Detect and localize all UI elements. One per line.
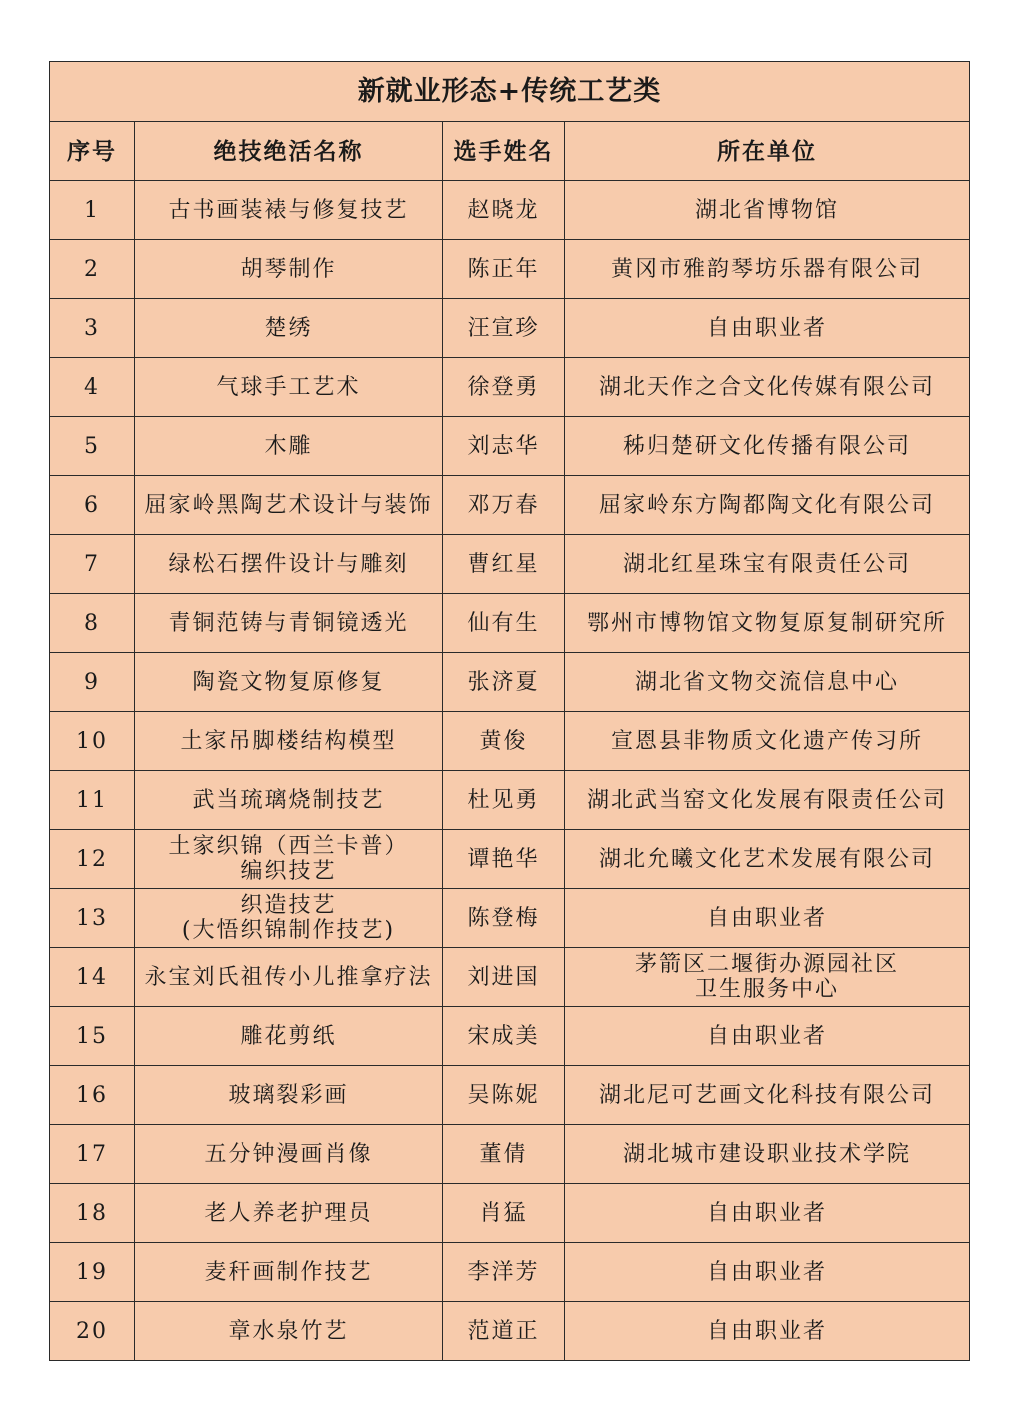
competition-table	[49, 61, 970, 1361]
table-row	[50, 299, 970, 358]
skill-line: 青铜范铸与青铜镜透光	[168, 610, 409, 636]
row-skill	[135, 240, 443, 299]
row-contestant-name: 谭艳华	[443, 830, 565, 889]
unit-line: 自由职业者	[706, 905, 827, 931]
skill-line: 老人养老护理员	[204, 1200, 373, 1226]
row-skill	[135, 535, 443, 594]
table-row	[50, 240, 970, 299]
unit-line: 卫生服务中心	[694, 977, 839, 1002]
unit-line: 湖北红星珠宝有限责任公司	[622, 551, 911, 577]
row-contestant-name: 肖猛	[443, 1184, 565, 1243]
row-unit	[565, 948, 970, 1007]
row-number: 18	[50, 1184, 135, 1243]
header-skill: 绝技绝活名称	[135, 122, 443, 181]
table-row	[50, 1302, 970, 1361]
row-contestant-name: 汪宣珍	[443, 299, 565, 358]
row-unit	[565, 181, 970, 240]
table-row	[50, 1125, 970, 1184]
table-row	[50, 889, 970, 948]
row-contestant-name: 赵晓龙	[443, 181, 565, 240]
unit-line: 自由职业者	[706, 1023, 827, 1049]
unit-line: 自由职业者	[706, 1259, 827, 1285]
row-number: 3	[50, 299, 135, 358]
row-unit	[565, 1302, 970, 1361]
row-contestant-name: 仙有生	[443, 594, 565, 653]
skill-line: (大悟织锦制作技艺)	[181, 918, 396, 943]
row-unit	[565, 240, 970, 299]
skill-line: 永宝刘氏祖传小儿推拿疗法	[144, 964, 433, 990]
row-number: 6	[50, 476, 135, 535]
skill-line: 麦秆画制作技艺	[204, 1259, 373, 1285]
row-number: 2	[50, 240, 135, 299]
row-number: 15	[50, 1007, 135, 1066]
row-contestant-name: 徐登勇	[443, 358, 565, 417]
unit-line: 茅箭区二堰街办源园社区	[634, 952, 899, 977]
row-unit	[565, 476, 970, 535]
row-contestant-name: 李洋芳	[443, 1243, 565, 1302]
skill-line: 楚绣	[264, 315, 313, 341]
row-skill	[135, 417, 443, 476]
row-number: 11	[50, 771, 135, 830]
row-unit	[565, 1125, 970, 1184]
unit-line: 宣恩县非物质文化遗产传习所	[610, 728, 923, 754]
row-unit	[565, 830, 970, 889]
row-contestant-name: 陈登梅	[443, 889, 565, 948]
skill-line: 土家织锦（西兰卡普）	[168, 834, 409, 859]
table-row	[50, 358, 970, 417]
row-number: 17	[50, 1125, 135, 1184]
table-row	[50, 535, 970, 594]
table-title: 新就业形态+传统工艺类	[50, 62, 970, 122]
row-skill	[135, 830, 443, 889]
unit-line: 自由职业者	[706, 315, 827, 341]
row-contestant-name: 范道正	[443, 1302, 565, 1361]
unit-line: 自由职业者	[706, 1318, 827, 1344]
table-row	[50, 653, 970, 712]
row-contestant-name: 杜见勇	[443, 771, 565, 830]
row-number: 14	[50, 948, 135, 1007]
row-number: 12	[50, 830, 135, 889]
row-number: 10	[50, 712, 135, 771]
unit-line: 自由职业者	[706, 1200, 827, 1226]
table-row	[50, 712, 970, 771]
row-contestant-name: 吴陈妮	[443, 1066, 565, 1125]
row-skill	[135, 299, 443, 358]
row-number: 8	[50, 594, 135, 653]
row-skill	[135, 181, 443, 240]
unit-line: 鄂州市博物馆文物复原复制研究所	[586, 610, 947, 636]
row-contestant-name: 邓万春	[443, 476, 565, 535]
row-unit	[565, 1066, 970, 1125]
skill-line: 木雕	[264, 433, 313, 459]
row-unit	[565, 417, 970, 476]
unit-line: 湖北天作之合文化传媒有限公司	[598, 374, 935, 400]
unit-line: 湖北尼可艺画文化科技有限公司	[598, 1082, 935, 1108]
row-skill	[135, 1243, 443, 1302]
skill-line: 雕花剪纸	[240, 1023, 337, 1049]
skill-line: 五分钟漫画肖像	[204, 1141, 373, 1167]
skill-line: 屈家岭黑陶艺术设计与装饰	[144, 492, 433, 518]
row-number: 19	[50, 1243, 135, 1302]
header-name: 选手姓名	[443, 122, 565, 181]
unit-line: 黄冈市雅韵琴坊乐器有限公司	[610, 256, 923, 282]
table-row	[50, 181, 970, 240]
row-unit	[565, 299, 970, 358]
unit-line: 屈家岭东方陶都陶文化有限公司	[598, 492, 935, 518]
row-number: 20	[50, 1302, 135, 1361]
row-number: 13	[50, 889, 135, 948]
table-row	[50, 594, 970, 653]
row-unit	[565, 1007, 970, 1066]
row-contestant-name: 曹红星	[443, 535, 565, 594]
title-row	[50, 62, 970, 122]
unit-line: 湖北允曦文化艺术发展有限公司	[598, 846, 935, 872]
table-row	[50, 771, 970, 830]
row-contestant-name: 陈正年	[443, 240, 565, 299]
table-row	[50, 476, 970, 535]
header-row	[50, 122, 970, 181]
skill-line: 章水泉竹艺	[228, 1318, 349, 1344]
skill-line: 陶瓷文物复原修复	[192, 669, 385, 695]
row-number: 4	[50, 358, 135, 417]
row-unit	[565, 1243, 970, 1302]
row-skill	[135, 889, 443, 948]
row-unit	[565, 358, 970, 417]
row-unit	[565, 889, 970, 948]
skill-line: 编织技艺	[240, 859, 337, 884]
row-contestant-name: 宋成美	[443, 1007, 565, 1066]
row-contestant-name: 董倩	[443, 1125, 565, 1184]
header-unit: 所在单位	[565, 122, 970, 181]
table-row	[50, 417, 970, 476]
row-contestant-name: 刘进国	[443, 948, 565, 1007]
row-number: 1	[50, 181, 135, 240]
skill-line: 玻璃裂彩画	[228, 1082, 349, 1108]
row-skill	[135, 1302, 443, 1361]
row-skill	[135, 771, 443, 830]
row-skill	[135, 476, 443, 535]
skill-line: 绿松石摆件设计与雕刻	[168, 551, 409, 577]
unit-line: 湖北省文物交流信息中心	[634, 669, 899, 695]
table-row	[50, 1066, 970, 1125]
row-unit	[565, 712, 970, 771]
skill-line: 古书画装裱与修复技艺	[168, 197, 409, 223]
row-skill	[135, 1007, 443, 1066]
row-skill	[135, 948, 443, 1007]
table-row	[50, 1184, 970, 1243]
row-number: 16	[50, 1066, 135, 1125]
row-contestant-name: 张济夏	[443, 653, 565, 712]
row-number: 9	[50, 653, 135, 712]
row-contestant-name: 刘志华	[443, 417, 565, 476]
row-unit	[565, 653, 970, 712]
skill-line: 土家吊脚楼结构模型	[180, 728, 397, 754]
skill-line: 武当琉璃烧制技艺	[192, 787, 385, 813]
table-row	[50, 830, 970, 889]
unit-line: 湖北城市建设职业技术学院	[622, 1141, 911, 1167]
row-unit	[565, 594, 970, 653]
skill-line: 织造技艺	[240, 893, 337, 918]
row-skill	[135, 1184, 443, 1243]
row-unit	[565, 771, 970, 830]
skill-line: 胡琴制作	[240, 256, 337, 282]
row-number: 5	[50, 417, 135, 476]
table-row	[50, 948, 970, 1007]
table-row	[50, 1007, 970, 1066]
row-unit	[565, 1184, 970, 1243]
table-body	[50, 181, 970, 1361]
row-skill	[135, 358, 443, 417]
row-skill	[135, 653, 443, 712]
row-skill	[135, 1066, 443, 1125]
table-row	[50, 1243, 970, 1302]
header-number: 序号	[50, 122, 135, 181]
row-skill	[135, 712, 443, 771]
row-unit	[565, 535, 970, 594]
row-number: 7	[50, 535, 135, 594]
row-contestant-name: 黄俊	[443, 712, 565, 771]
row-skill	[135, 1125, 443, 1184]
unit-line: 湖北省博物馆	[694, 197, 839, 223]
skill-line: 气球手工艺术	[216, 374, 361, 400]
row-skill	[135, 594, 443, 653]
unit-line: 湖北武当窑文化发展有限责任公司	[586, 787, 947, 813]
unit-line: 秭归楚研文化传播有限公司	[622, 433, 911, 459]
